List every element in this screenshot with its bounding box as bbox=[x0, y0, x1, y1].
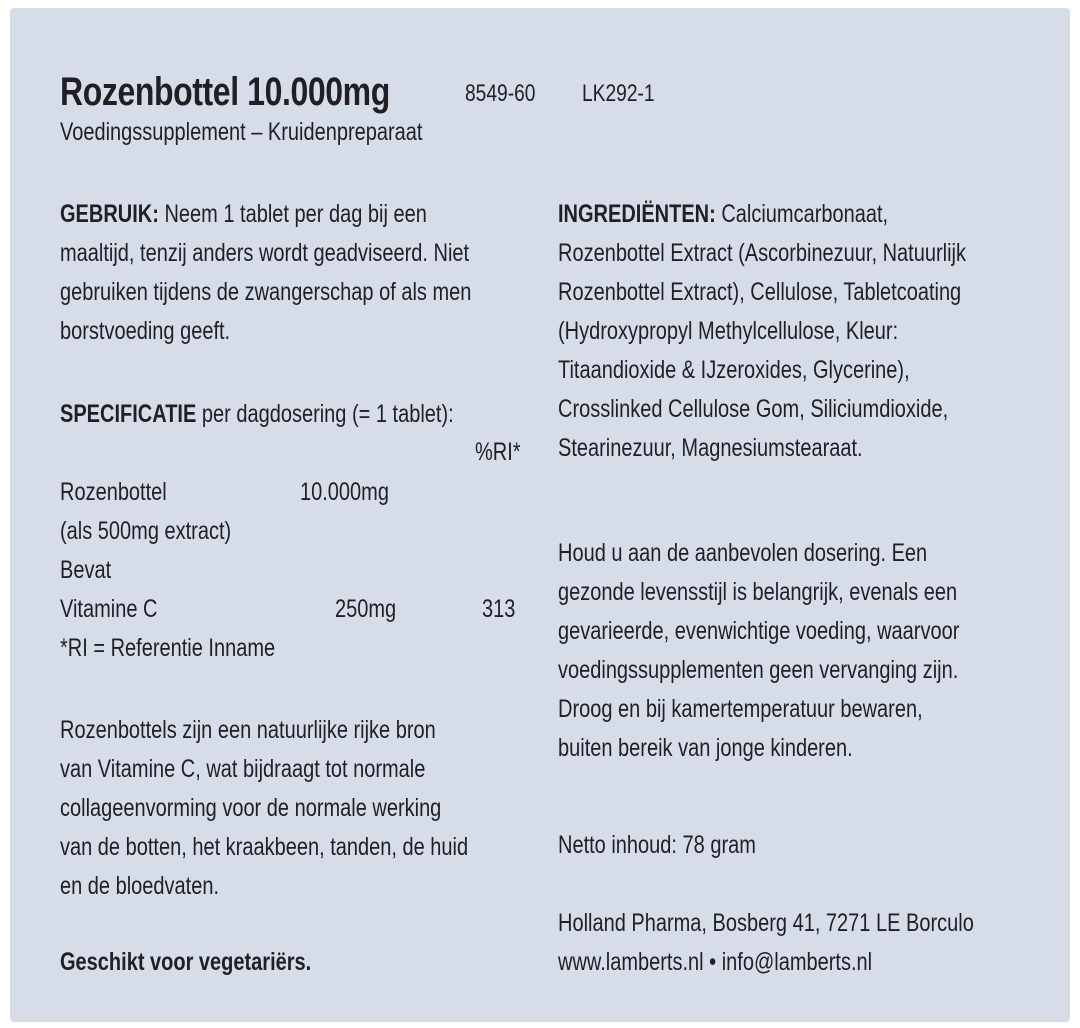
ingredients-line: Titaandioxide & IJzeroxides, Glycerine), bbox=[558, 356, 910, 384]
spec-row-name: (als 500mg extract) bbox=[60, 517, 232, 545]
ingredients-line: Rozenbottel Extract (Ascorbinezuur, Natuurlijk bbox=[558, 239, 966, 267]
spec-row-amount: 250mg bbox=[335, 595, 397, 623]
advice-line: gezonde levensstijl is belangrijk, evenals een bbox=[558, 578, 958, 606]
description-line: Rozenbottels zijn een natuurlijke rijke bron bbox=[60, 716, 436, 744]
ingredients-line: Rozenbottel Extract), Cellulose, Tabletcoating bbox=[558, 278, 962, 306]
description-line: van Vitamine C, wat bijdraagt tot normale bbox=[60, 755, 426, 783]
spec-row-ri: 313 bbox=[482, 595, 516, 623]
advice-line: Droog en bij kamertemperatuur bewaren, bbox=[558, 695, 923, 723]
net-content: Netto inhoud: 78 gram bbox=[558, 831, 756, 859]
batch-code: LK292-1 bbox=[582, 80, 655, 107]
contact-info: www.lamberts.nl • info@lamberts.nl bbox=[558, 948, 873, 976]
ri-column-header: %RI* bbox=[475, 438, 521, 466]
usage-line: borstvoeding geeft. bbox=[60, 317, 231, 345]
spec-row-name: Vitamine C bbox=[60, 595, 158, 623]
description-section bbox=[60, 711, 570, 906]
ingredients-section bbox=[558, 195, 1068, 468]
spec-row-amount: 10.000mg bbox=[300, 478, 389, 506]
advice-section bbox=[558, 534, 1060, 768]
usage-section bbox=[60, 195, 574, 351]
advice-line: Houd u aan de aanbevolen dosering. Een bbox=[558, 539, 928, 567]
description-line: van de botten, het kraakbeen, tanden, de huid bbox=[60, 833, 469, 861]
spec-heading bbox=[60, 395, 552, 434]
advice-line: gevarieerde, evenwichtige voeding, waarvoor bbox=[558, 617, 960, 645]
description-line: en de bloedvaten. bbox=[60, 872, 220, 900]
ingredients-line: Crosslinked Cellulose Gom, Siliciumdioxide, bbox=[558, 395, 949, 423]
ingredients-label: INGREDIËNTEN: bbox=[558, 200, 716, 228]
usage-line: gebruiken tijdens de zwangerschap of als men bbox=[60, 278, 472, 306]
advice-line: voedingssupplementen geen vervanging zijn. bbox=[558, 656, 959, 684]
usage-line: maaltijd, tenzij anders wordt geadviseerd. Niet bbox=[60, 239, 470, 267]
product-subtitle: Voedingssupplement – Kruidenpreparaat bbox=[60, 118, 423, 146]
product-code: 8549-60 bbox=[465, 80, 536, 107]
spec-heading-rest: per dagdosering (= 1 tablet): bbox=[196, 400, 454, 428]
manufacturer-address: Holland Pharma, Bosberg 41, 7271 LE Borculo bbox=[558, 909, 974, 937]
ingredients-line: (Hydroxypropyl Methylcellulose, Kleur: bbox=[558, 317, 899, 345]
vegetarian-note: Geschikt voor vegetariërs. bbox=[60, 948, 312, 976]
spec-row-name: Rozenbottel bbox=[60, 478, 167, 506]
usage-line: GEBRUIK: Neem 1 tablet per dag bij een bbox=[60, 200, 427, 228]
description-line: collageenvorming voor de normale werking bbox=[60, 794, 442, 822]
product-title: Rozenbottel 10.000mg bbox=[60, 70, 390, 114]
usage-label: GEBRUIK: bbox=[60, 200, 159, 228]
ingredients-line: INGREDIËNTEN: Calciumcarbonaat, bbox=[558, 200, 889, 228]
spec-label: SPECIFICATIE bbox=[60, 400, 197, 428]
spec-footnote: *RI = Referentie Inname bbox=[60, 634, 276, 662]
ingredients-line: Stearinezuur, Magnesiumstearaat. bbox=[558, 434, 863, 462]
spec-row-name: Bevat bbox=[60, 556, 112, 584]
product-label bbox=[10, 8, 1070, 1022]
advice-line: buiten bereik van jonge kinderen. bbox=[558, 734, 853, 762]
